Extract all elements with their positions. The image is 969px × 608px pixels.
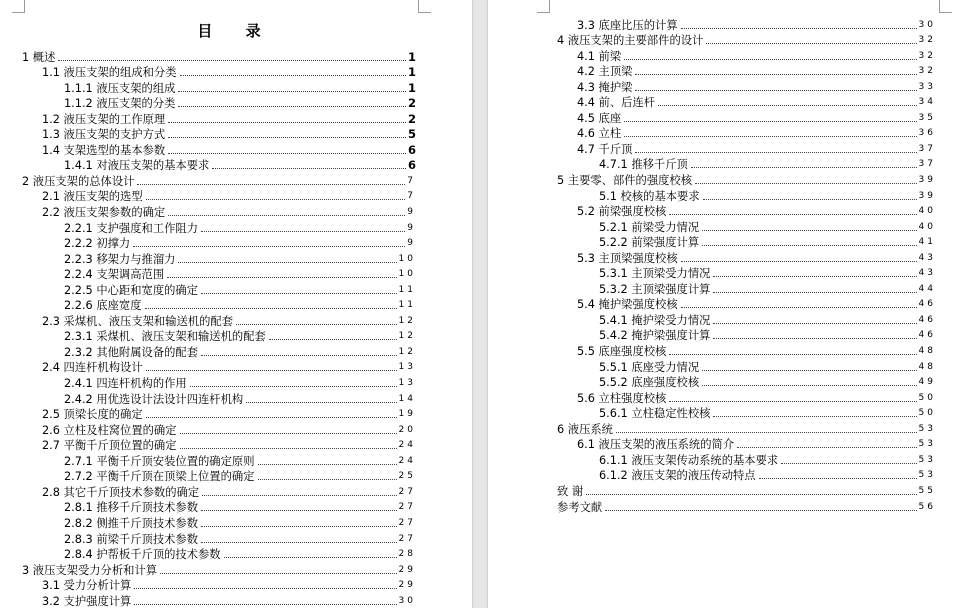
- toc-page-number: 37: [918, 159, 936, 170]
- toc-entry-label: 3 液压支架受力分析和计算: [22, 563, 158, 577]
- toc-dot-leader: [691, 167, 917, 168]
- toc-entry[interactable]: [557, 94, 936, 110]
- toc-dot-leader: [706, 43, 916, 44]
- toc-entry-label: 5.2.1 前梁受力情况: [599, 220, 700, 234]
- toc-entry-label: 5.5.2 底座强度校核: [599, 376, 700, 390]
- toc-entry[interactable]: [557, 498, 936, 514]
- toc-entry[interactable]: [557, 218, 936, 234]
- toc-page-number: 32: [918, 66, 936, 77]
- toc-dot-leader: [258, 479, 397, 480]
- toc-page-number: 9: [407, 207, 416, 218]
- toc-dot-leader: [586, 494, 916, 495]
- toc-entry-label: 6.1.1 液压支架传动系统的基本要求: [599, 453, 779, 467]
- toc-page-number: 19: [398, 409, 416, 420]
- toc-page-number: 1: [407, 49, 416, 64]
- toc-page-number: 29: [398, 564, 416, 575]
- toc-page-number: 37: [918, 143, 936, 154]
- toc-entry[interactable]: [557, 140, 936, 156]
- toc-entry[interactable]: [22, 79, 416, 95]
- toc-entry[interactable]: [557, 63, 936, 79]
- toc-dot-leader: [258, 464, 397, 465]
- toc-page-number: 7: [407, 175, 416, 186]
- toc-entry[interactable]: [22, 281, 416, 297]
- toc-title: 目 录: [197, 22, 275, 40]
- toc-dot-leader: [201, 510, 397, 511]
- toc-page-number: 13: [398, 378, 416, 389]
- toc-dot-leader: [160, 573, 397, 574]
- toc-entry[interactable]: [22, 592, 416, 608]
- toc-entry[interactable]: [557, 234, 936, 250]
- toc-page-number: 24: [398, 455, 416, 466]
- page-corner-mark: [12, 0, 25, 13]
- toc-dot-leader: [703, 199, 917, 200]
- toc-entry[interactable]: [557, 187, 936, 203]
- toc-page-number: 14: [398, 393, 416, 404]
- toc-dot-leader: [658, 105, 917, 106]
- toc-entry[interactable]: [22, 343, 416, 359]
- toc-dot-leader: [180, 433, 397, 434]
- toc-entry[interactable]: [22, 172, 416, 188]
- toc-entry-label: 2.3 采煤机、液压支架和输送机的配套: [42, 314, 234, 328]
- toc-entry-label: 2.2 液压支架参数的确定: [42, 206, 166, 220]
- toc-page-number: 27: [398, 517, 416, 528]
- toc-page-number: 39: [918, 190, 936, 201]
- toc-entry-label: 2.3.1 采煤机、液压支架和输送机的配套: [64, 330, 266, 344]
- toc-entry-label: 5.5 底座强度校核: [577, 345, 667, 359]
- toc-page-number: 28: [398, 549, 416, 560]
- toc-dot-leader: [737, 447, 916, 448]
- toc-page-number: 46: [918, 330, 936, 341]
- toc-page-number: 53: [918, 470, 936, 481]
- toc-page-number: 33: [918, 81, 936, 92]
- toc-entry-label: 5.4 掩护梁强度校核: [577, 298, 678, 312]
- toc-page-number: 6: [407, 142, 416, 157]
- toc-entry-label: 5.3.1 主顶梁受力情况: [599, 267, 711, 281]
- toc-entry[interactable]: [22, 374, 416, 390]
- toc-page-number: 27: [398, 486, 416, 497]
- toc-entry[interactable]: [557, 342, 936, 358]
- toc-entry-label: 1.1.2 液压支架的分类: [64, 97, 176, 111]
- toc-entry[interactable]: [557, 296, 936, 312]
- toc-entry-label: 1.1.1 液压支架的组成: [64, 81, 176, 95]
- toc-page-number: 12: [398, 346, 416, 357]
- toc-entry-label: 6.1.2 液压支架的液压传动特点: [599, 469, 756, 483]
- toc-page-number: 27: [398, 533, 416, 544]
- toc-entry-label: 1.4 支架选型的基本参数: [42, 143, 166, 157]
- toc-page-number: 55: [918, 485, 936, 496]
- toc-entry-label: 5.1 校核的基本要求: [599, 189, 700, 203]
- toc-entry[interactable]: [22, 359, 416, 375]
- toc-page-number: 46: [918, 314, 936, 325]
- toc-entry-label: 2.2.1 支护强度和工作阻力: [64, 221, 199, 235]
- toc-dot-leader: [201, 293, 397, 294]
- toc-dot-leader: [134, 604, 396, 605]
- toc-dot-leader: [702, 385, 916, 386]
- toc-entry-label: 2.2.4 支架调高范围: [64, 268, 165, 282]
- toc-page-number: 9: [407, 222, 416, 233]
- document-page-left: [0, 0, 472, 608]
- toc-dot-leader: [133, 246, 405, 247]
- toc-entry-label: 2.2.6 底座宽度: [64, 299, 142, 313]
- toc-dot-leader: [759, 478, 917, 479]
- toc-page-number: 10: [398, 269, 416, 280]
- toc-entry[interactable]: [557, 125, 936, 141]
- toc-page-number: 39: [918, 175, 936, 186]
- toc-dot-leader: [635, 152, 916, 153]
- toc-entry[interactable]: [22, 219, 416, 235]
- toc-entry-label: 2.2.3 移架力与推溜力: [64, 252, 176, 266]
- toc-entry[interactable]: [557, 311, 936, 327]
- toc-entry-label: 2.4.2 用优选设计法设计四连杆机构: [64, 392, 244, 406]
- toc-entry[interactable]: [557, 467, 936, 483]
- toc-dot-leader: [145, 308, 397, 309]
- toc-page-number: 7: [407, 191, 416, 202]
- toc-entry[interactable]: [22, 406, 416, 422]
- toc-entry-label: 2 液压支架的总体设计: [22, 174, 135, 188]
- toc-entry-label: 2.8.4 护帮板千斤顶的技术参数: [64, 548, 221, 562]
- toc-dot-leader: [58, 60, 406, 61]
- toc-entry[interactable]: [22, 95, 416, 111]
- toc-page-number: 1: [407, 65, 416, 80]
- toc-dot-leader: [212, 168, 406, 169]
- toc-dot-leader: [178, 262, 396, 263]
- toc-entry[interactable]: [22, 110, 416, 126]
- toc-page-number: 44: [918, 283, 936, 294]
- toc-entry-label: 5.3 主顶梁强度校核: [577, 251, 678, 265]
- toc-dot-leader: [190, 386, 397, 387]
- toc-entry-label: 4 液压支架的主要部件的设计: [557, 34, 704, 48]
- toc-entry[interactable]: [22, 266, 416, 282]
- toc-page-number: 48: [918, 361, 936, 372]
- toc-page-number: 10: [398, 253, 416, 264]
- document-page-right: [488, 0, 969, 608]
- toc-entry-label: 2.7 平衡千斤顶位置的确定: [42, 439, 177, 453]
- toc-entry[interactable]: [22, 157, 416, 173]
- toc-entry-label: 2.1 液压支架的选型: [42, 190, 143, 204]
- toc-page-number: 53: [918, 423, 936, 434]
- toc-dot-leader: [180, 75, 406, 76]
- toc-dot-leader: [669, 401, 916, 402]
- toc-entry-label: 1 概述: [22, 50, 56, 64]
- toc-page-number: 20: [398, 424, 416, 435]
- toc-entry[interactable]: [22, 312, 416, 328]
- toc-dot-leader: [702, 370, 916, 371]
- toc-dot-leader: [681, 307, 917, 308]
- toc-dot-leader: [713, 292, 916, 293]
- toc-entry-label: 参考文献: [557, 500, 603, 514]
- toc-page-number: 41: [918, 237, 936, 248]
- toc-dot-leader: [201, 231, 405, 232]
- toc-dot-leader: [178, 106, 406, 107]
- toc-entry[interactable]: [557, 358, 936, 374]
- toc-dot-leader: [168, 122, 406, 123]
- toc-page-number: 6: [407, 158, 416, 173]
- page-corner-mark: [537, 0, 550, 13]
- toc-page-number: 32: [918, 50, 936, 61]
- toc-entry[interactable]: [557, 156, 936, 172]
- toc-dot-leader: [713, 416, 916, 417]
- toc-entry-label: 1.4.1 对液压支架的基本要求: [64, 159, 210, 173]
- toc-entry-label: 6.1 液压支架的液压系统的简介: [577, 438, 735, 452]
- toc-entry[interactable]: [557, 420, 936, 436]
- toc-dot-leader: [167, 277, 396, 278]
- toc-entry-label: 2.8 其它千斤顶技术参数的确定: [42, 485, 200, 499]
- toc-entry-label: 4.1 前梁: [577, 49, 622, 63]
- toc-entry[interactable]: [22, 468, 416, 484]
- toc-entry[interactable]: [22, 483, 416, 499]
- toc-entry-label: 2.7.1 平衡千斤顶安装位置的确定原则: [64, 454, 255, 468]
- toc-page-number: 49: [918, 377, 936, 388]
- page-corner-mark: [418, 0, 431, 13]
- page-corner-mark: [939, 0, 952, 13]
- toc-dot-leader: [635, 90, 916, 91]
- toc-dot-leader: [134, 588, 396, 589]
- toc-page-number: 25: [398, 471, 416, 482]
- toc-entry-label: 5.6.1 立柱稳定性校核: [599, 407, 711, 421]
- toc-entry[interactable]: [22, 452, 416, 468]
- toc-entry-label: 3.3 底座比压的计算: [577, 18, 678, 32]
- toc-page-number: 2: [407, 96, 416, 111]
- toc-entry[interactable]: [557, 16, 936, 32]
- toc-dot-leader: [146, 370, 397, 371]
- toc-dot-leader: [713, 276, 916, 277]
- toc-entry-label: 2.8.1 推移千斤顶技术参数: [64, 501, 199, 515]
- toc-entry[interactable]: [22, 328, 416, 344]
- toc-entry-label: 4.7 千斤顶: [577, 142, 633, 156]
- toc-entry[interactable]: [557, 374, 936, 390]
- toc-page-number: 27: [398, 502, 416, 513]
- toc-entry[interactable]: [557, 451, 936, 467]
- toc-dot-leader: [269, 339, 397, 340]
- toc-page-number: 34: [918, 97, 936, 108]
- toc-dot-leader: [605, 510, 916, 511]
- toc-entry[interactable]: [557, 47, 936, 63]
- toc-entry-label: 4.2 主顶梁: [577, 65, 633, 79]
- toc-entry[interactable]: [557, 389, 936, 405]
- toc-entry-label: 5.2.2 前梁强度计算: [599, 236, 700, 250]
- toc-page-number: 2: [407, 111, 416, 126]
- toc-dot-leader: [236, 324, 397, 325]
- toc-entry-label: 3.2 支护强度计算: [42, 594, 132, 608]
- toc-dot-leader: [713, 323, 916, 324]
- toc-list-right: [557, 16, 936, 514]
- toc-entry[interactable]: [557, 78, 936, 94]
- toc-entry[interactable]: [557, 109, 936, 125]
- toc-entry-label: 3.1 受力分析计算: [42, 579, 132, 593]
- toc-page-number: 50: [918, 408, 936, 419]
- toc-dot-leader: [635, 74, 916, 75]
- toc-entry[interactable]: [22, 421, 416, 437]
- toc-entry-label: 4.6 立柱: [577, 127, 622, 141]
- toc-entry[interactable]: [22, 126, 416, 142]
- toc-dot-leader: [168, 215, 405, 216]
- toc-entry-label: 2.4 四连杆机构设计: [42, 361, 143, 375]
- toc-page-number: 35: [918, 112, 936, 123]
- toc-page-number: 50: [918, 392, 936, 403]
- toc-dot-leader: [624, 136, 916, 137]
- toc-dot-leader: [669, 354, 916, 355]
- toc-entry-label: 2.6 立柱及柱窝位置的确定: [42, 423, 177, 437]
- toc-dot-leader: [178, 91, 406, 92]
- toc-entry[interactable]: [22, 250, 416, 266]
- toc-page-number: 30: [918, 19, 936, 30]
- toc-entry[interactable]: [557, 203, 936, 219]
- toc-entry-label: 6 液压系统: [557, 422, 613, 436]
- toc-page-number: 53: [918, 439, 936, 450]
- toc-page-number: 46: [918, 299, 936, 310]
- toc-dot-leader: [681, 261, 917, 262]
- toc-entry-label: 致 谢: [557, 484, 584, 498]
- toc-entry[interactable]: [557, 405, 936, 421]
- toc-entry-label: 5.4.1 掩护梁受力情况: [599, 313, 711, 327]
- toc-dot-leader: [695, 183, 917, 184]
- toc-entry-label: 5.2 前梁强度校核: [577, 205, 667, 219]
- toc-entry-label: 2.5 顶梁长度的确定: [42, 408, 143, 422]
- toc-dot-leader: [702, 230, 916, 231]
- toc-dot-leader: [146, 417, 397, 418]
- toc-entry[interactable]: [557, 482, 936, 498]
- toc-dot-leader: [781, 463, 916, 464]
- toc-page-number: 12: [398, 331, 416, 342]
- toc-entry[interactable]: [22, 64, 416, 80]
- toc-entry[interactable]: [22, 203, 416, 219]
- toc-dot-leader: [246, 402, 396, 403]
- toc-dot-leader: [202, 495, 396, 496]
- toc-entry-label: 5.6 立柱强度校核: [577, 391, 667, 405]
- toc-page-number: 13: [398, 362, 416, 373]
- toc-entry[interactable]: [22, 499, 416, 515]
- toc-entry[interactable]: [557, 327, 936, 343]
- toc-entry[interactable]: [557, 280, 936, 296]
- toc-entry-label: 4.4 前、后连杆: [577, 96, 656, 110]
- page-gutter: [472, 0, 488, 608]
- toc-entry-label: 5.3.2 主顶梁强度计算: [599, 282, 711, 296]
- toc-entry-label: 1.3 液压支架的支护方式: [42, 128, 166, 142]
- toc-dot-leader: [669, 214, 916, 215]
- toc-entry-label: 4.7.1 推移千斤顶: [599, 158, 688, 172]
- toc-dot-leader: [168, 153, 406, 154]
- toc-page-number: 30: [398, 595, 416, 606]
- toc-dot-leader: [624, 121, 916, 122]
- toc-dot-leader: [616, 432, 917, 433]
- toc-dot-leader: [201, 542, 397, 543]
- toc-entry-label: 5.4.2 掩护梁强度计算: [599, 329, 711, 343]
- toc-entry-label: 2.2.5 中心距和宽度的确定: [64, 283, 199, 297]
- toc-dot-leader: [201, 355, 397, 356]
- toc-entry[interactable]: [22, 235, 416, 251]
- toc-entry-label: 4.5 底座: [577, 111, 622, 125]
- toc-entry[interactable]: [22, 561, 416, 577]
- toc-entry[interactable]: [557, 171, 936, 187]
- toc-entry[interactable]: [557, 32, 936, 48]
- toc-page-number: 56: [918, 501, 936, 512]
- toc-dot-leader: [224, 557, 397, 558]
- toc-dot-leader: [702, 245, 916, 246]
- toc-page-number: 29: [398, 580, 416, 591]
- toc-entry-label: 2.7.2 平衡千斤顶在顶梁上位置的确定: [64, 470, 255, 484]
- toc-entry-label: 4.3 掩护梁: [577, 80, 633, 94]
- toc-list-left: [22, 48, 416, 608]
- toc-page-number: 48: [918, 346, 936, 357]
- toc-entry[interactable]: [557, 436, 936, 452]
- toc-page-number: 36: [918, 128, 936, 139]
- toc-entry[interactable]: [22, 141, 416, 157]
- toc-entry-label: 5 主要零、部件的强度校核: [557, 174, 693, 188]
- toc-page-number: 43: [918, 268, 936, 279]
- toc-entry-label: 2.4.1 四连杆机构的作用: [64, 377, 187, 391]
- toc-entry[interactable]: [22, 577, 416, 593]
- toc-entry[interactable]: [22, 297, 416, 313]
- toc-page-number: 43: [918, 252, 936, 263]
- toc-entry[interactable]: [22, 514, 416, 530]
- toc-page-number: 11: [398, 284, 416, 295]
- toc-dot-leader: [201, 526, 397, 527]
- toc-entry[interactable]: [22, 48, 416, 64]
- toc-page-number: 1: [407, 80, 416, 95]
- toc-page-number: 24: [398, 440, 416, 451]
- toc-entry[interactable]: [22, 530, 416, 546]
- toc-entry-label: 2.8.3 前梁千斤顶技术参数: [64, 532, 199, 546]
- toc-page-number: 9: [407, 238, 416, 249]
- toc-entry-label: 2.2.2 初撑力: [64, 237, 131, 251]
- toc-dot-leader: [681, 28, 917, 29]
- toc-page-number: 32: [918, 35, 936, 46]
- toc-entry[interactable]: [22, 546, 416, 562]
- toc-dot-leader: [180, 448, 397, 449]
- toc-page-number: 53: [918, 454, 936, 465]
- toc-entry[interactable]: [22, 188, 416, 204]
- toc-dot-leader: [713, 338, 916, 339]
- toc-entry-label: 2.3.2 其他附属设备的配套: [64, 345, 199, 359]
- toc-dot-leader: [168, 137, 406, 138]
- toc-entry-label: 5.5.1 底座受力情况: [599, 360, 700, 374]
- toc-page-number: 40: [918, 221, 936, 232]
- toc-page-number: 40: [918, 206, 936, 217]
- toc-dot-leader: [624, 59, 916, 60]
- toc-page-number: 11: [398, 300, 416, 311]
- toc-entry[interactable]: [22, 437, 416, 453]
- toc-entry-label: 1.1 液压支架的组成和分类: [42, 66, 177, 80]
- toc-entry[interactable]: [557, 265, 936, 281]
- toc-entry-label: 2.8.2 侧推千斤顶技术参数: [64, 516, 199, 530]
- toc-entry[interactable]: [557, 249, 936, 265]
- toc-entry-label: 1.2 液压支架的工作原理: [42, 112, 166, 126]
- toc-dot-leader: [137, 184, 405, 185]
- toc-entry[interactable]: [22, 390, 416, 406]
- toc-page-number: 12: [398, 315, 416, 326]
- toc-page-number: 5: [407, 127, 416, 142]
- toc-dot-leader: [146, 199, 406, 200]
